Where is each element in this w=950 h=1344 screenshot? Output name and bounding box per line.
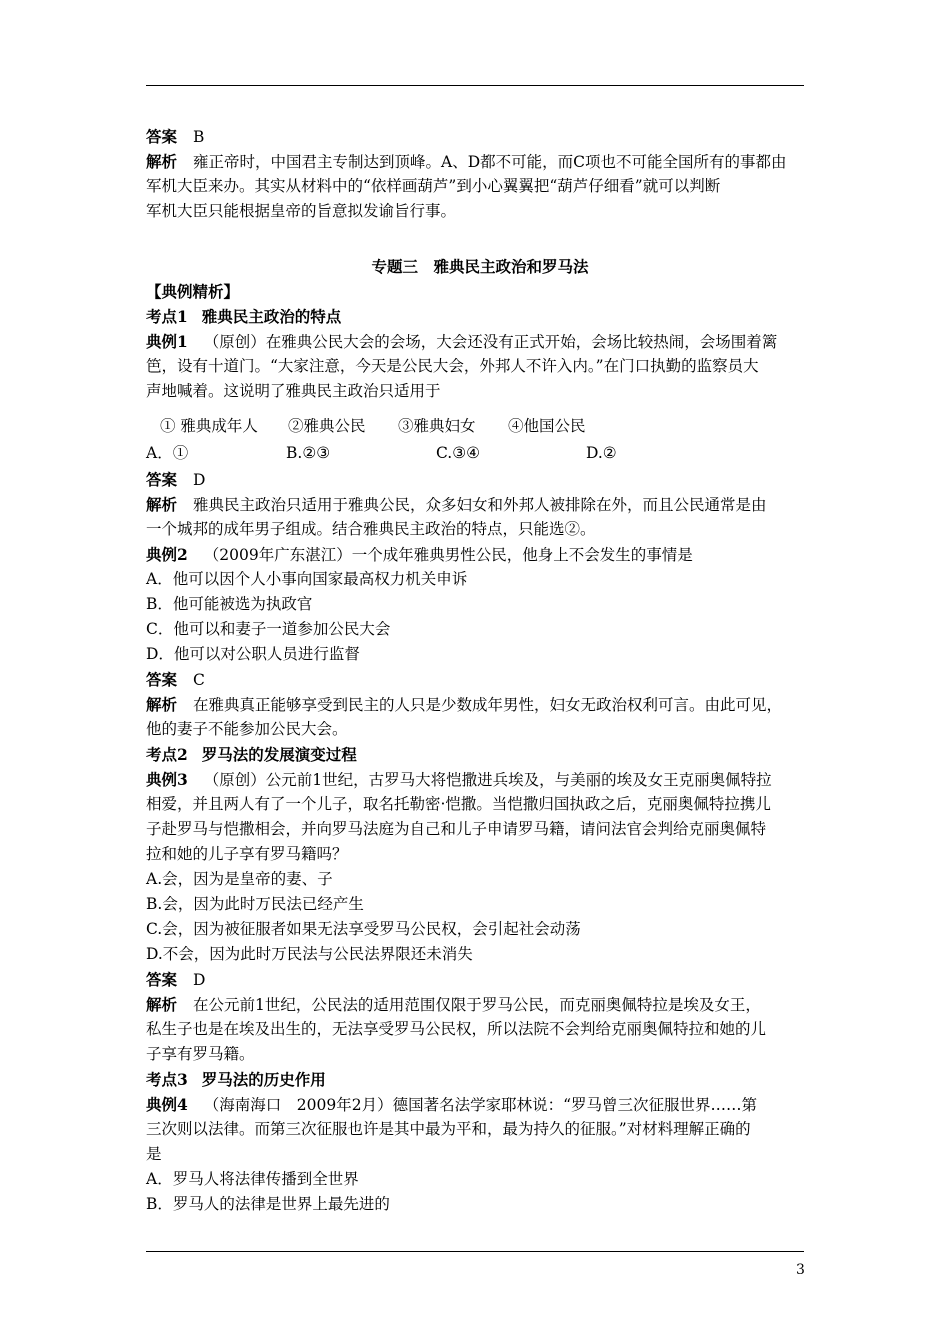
answer-label: 答案 — [146, 970, 178, 989]
numbered-items — [146, 412, 814, 440]
kaodian-label: 考点2 — [146, 745, 188, 764]
question-text: （原创）公元前1世纪，古罗马大将恺撒进兵埃及，与美丽的埃及女王克丽奥佩特拉 — [203, 771, 772, 789]
analysis-label: 解析 — [146, 495, 178, 514]
example-question — [146, 767, 814, 792]
analysis-text: 军机大臣来办。其实从材料中的“依样画葫芦”到小心翼翼把“葫芦仔细看”就可以判断 — [146, 177, 721, 195]
question-text: （海南海口 2009年2月）德国著名法学家耶林说：“罗马曾三次征服世界……第 — [203, 1096, 758, 1114]
question-text: （原创）在雅典公民大会的会场，大会还没有正式开始，会场比较热闹，会场围着篱 — [203, 333, 778, 351]
answer-label: 答案 — [146, 470, 178, 489]
kaodian-heading — [146, 742, 814, 767]
option-a: A.会，因为是皇帝的妻、子 — [146, 870, 333, 888]
analysis-text: 在公元前1世纪，公民法的适用范围仅限于罗马公民，而克丽奥佩特拉是埃及女王， — [193, 996, 761, 1014]
kaodian-label: 考点3 — [146, 1070, 188, 1089]
example-label: 典例4 — [146, 1095, 188, 1114]
section-subheading: 【典例精析】 — [146, 282, 240, 301]
numbered-item: ②雅典公民 — [288, 417, 366, 435]
example-label: 典例3 — [146, 770, 188, 789]
answer-value: D — [193, 971, 206, 989]
analysis-text: 一个城邦的成年男子组成。结合雅典民主政治的特点，只能选②。 — [146, 520, 596, 538]
choice-d: D.② — [586, 444, 617, 462]
choice-row — [146, 440, 814, 467]
numbered-item: ① 雅典成年人 — [160, 417, 258, 435]
answer-value: C — [193, 671, 205, 689]
analysis-label: 解析 — [146, 695, 178, 714]
answer-line — [146, 667, 814, 692]
question-text: 拉和她的儿子享有罗马籍吗？ — [146, 845, 348, 863]
example-question — [146, 542, 814, 567]
example-question — [146, 329, 814, 354]
example-label: 典例2 — [146, 545, 188, 564]
example-question — [146, 1092, 814, 1117]
section-title: 专题三 雅典民主政治和罗马法 — [371, 257, 589, 276]
kaodian-heading — [146, 1067, 814, 1092]
analysis-text: 雅典民主政治只适用于雅典公民，众多妇女和外邦人被排除在外，而且公民通常是由 — [193, 496, 767, 514]
answer-line — [146, 124, 814, 149]
analysis-label: 解析 — [146, 995, 178, 1014]
option-d: D．他可以对公职人员进行监督 — [146, 645, 360, 663]
kaodian-title: 罗马法的历史作用 — [201, 1070, 326, 1089]
analysis-line — [146, 992, 814, 1017]
analysis-line — [146, 492, 814, 517]
option-a: A．罗马人将法律传播到全世界 — [146, 1170, 359, 1188]
footer-rule — [146, 1251, 804, 1252]
choice-b: B.②③ — [286, 444, 331, 462]
analysis-line — [146, 149, 814, 174]
choice-c: C.③④ — [436, 444, 481, 462]
option-c: C.会，因为被征服者如果无法享受罗马公民权，会引起社会动荡 — [146, 920, 581, 938]
question-text: （2009年广东湛江）一个成年雅典男性公民，他身上不会发生的事情是 — [203, 546, 693, 564]
numbered-item: ③雅典妇女 — [398, 417, 476, 435]
question-text: 声地喊着。这说明了雅典民主政治只适用于 — [146, 382, 441, 400]
example-label: 典例1 — [146, 332, 188, 351]
answer-line — [146, 967, 814, 992]
answer-value: B — [193, 128, 205, 146]
question-text: 三次则以法律。而第三次征服也许是其中最为平和，最为持久的征服。”对材料理解正确的 — [146, 1120, 751, 1138]
question-text: 是 — [146, 1145, 162, 1163]
numbered-item: ④他国公民 — [508, 417, 586, 435]
analysis-text: 在雅典真正能够享受到民主的人只是少数成年男性，妇女无政治权利可言。由此可见， — [193, 696, 783, 714]
kaodian-title: 罗马法的发展演变过程 — [201, 745, 357, 764]
analysis-text: 军机大臣只能根据皇帝的旨意拟发谕旨行事。 — [146, 202, 457, 220]
option-b: B．罗马人的法律是世界上最先进的 — [146, 1195, 390, 1213]
option-b: B.会，因为此时万民法已经产生 — [146, 895, 364, 913]
option-a: A．他可以因个人小事向国家最高权力机关申诉 — [146, 570, 468, 588]
analysis-text: 雍正帝时，中国君主专制达到顶峰。A、D都不可能，而C项也不可能全国所有的事都由 — [193, 153, 787, 171]
answer-line — [146, 467, 814, 492]
kaodian-label: 考点1 — [146, 307, 188, 326]
page-number: 3 — [796, 1262, 805, 1278]
header-rule — [146, 85, 804, 86]
answer-label: 答案 — [146, 127, 178, 146]
analysis-text: 他的妻子不能参加公民大会。 — [146, 720, 348, 738]
analysis-text: 子享有罗马籍。 — [146, 1045, 255, 1063]
question-text: 相爱，并且两人有了一个儿子，取名托勒密·恺撒。当恺撒归国执政之后，克丽奥佩特拉携儿 — [146, 795, 771, 813]
page-body — [146, 124, 814, 1217]
kaodian-heading — [146, 304, 814, 329]
option-c: C．他可以和妻子一道参加公民大会 — [146, 620, 391, 638]
analysis-line — [146, 692, 814, 717]
kaodian-title: 雅典民主政治的特点 — [201, 307, 342, 326]
analysis-text: 私生子也是在埃及出生的，无法享受罗马公民权，所以法院不会判给克丽奥佩特拉和她的儿 — [146, 1020, 767, 1038]
analysis-label: 解析 — [146, 152, 178, 171]
option-d: D.不会，因为此时万民法与公民法界限还未消失 — [146, 945, 473, 963]
question-text: 笆，设有十道门。“大家注意，今天是公民大会，外邦人不许入内。”在门口执勤的监察员大 — [146, 357, 759, 375]
choice-a: A．① — [146, 444, 189, 462]
question-text: 子赴罗马与恺撒相会，并向罗马法庭为自己和儿子申请罗马籍，请问法官会判给克丽奥佩特 — [146, 820, 767, 838]
option-b: B．他可能被选为执政官 — [146, 595, 313, 613]
answer-label: 答案 — [146, 670, 178, 689]
answer-value: D — [193, 471, 206, 489]
